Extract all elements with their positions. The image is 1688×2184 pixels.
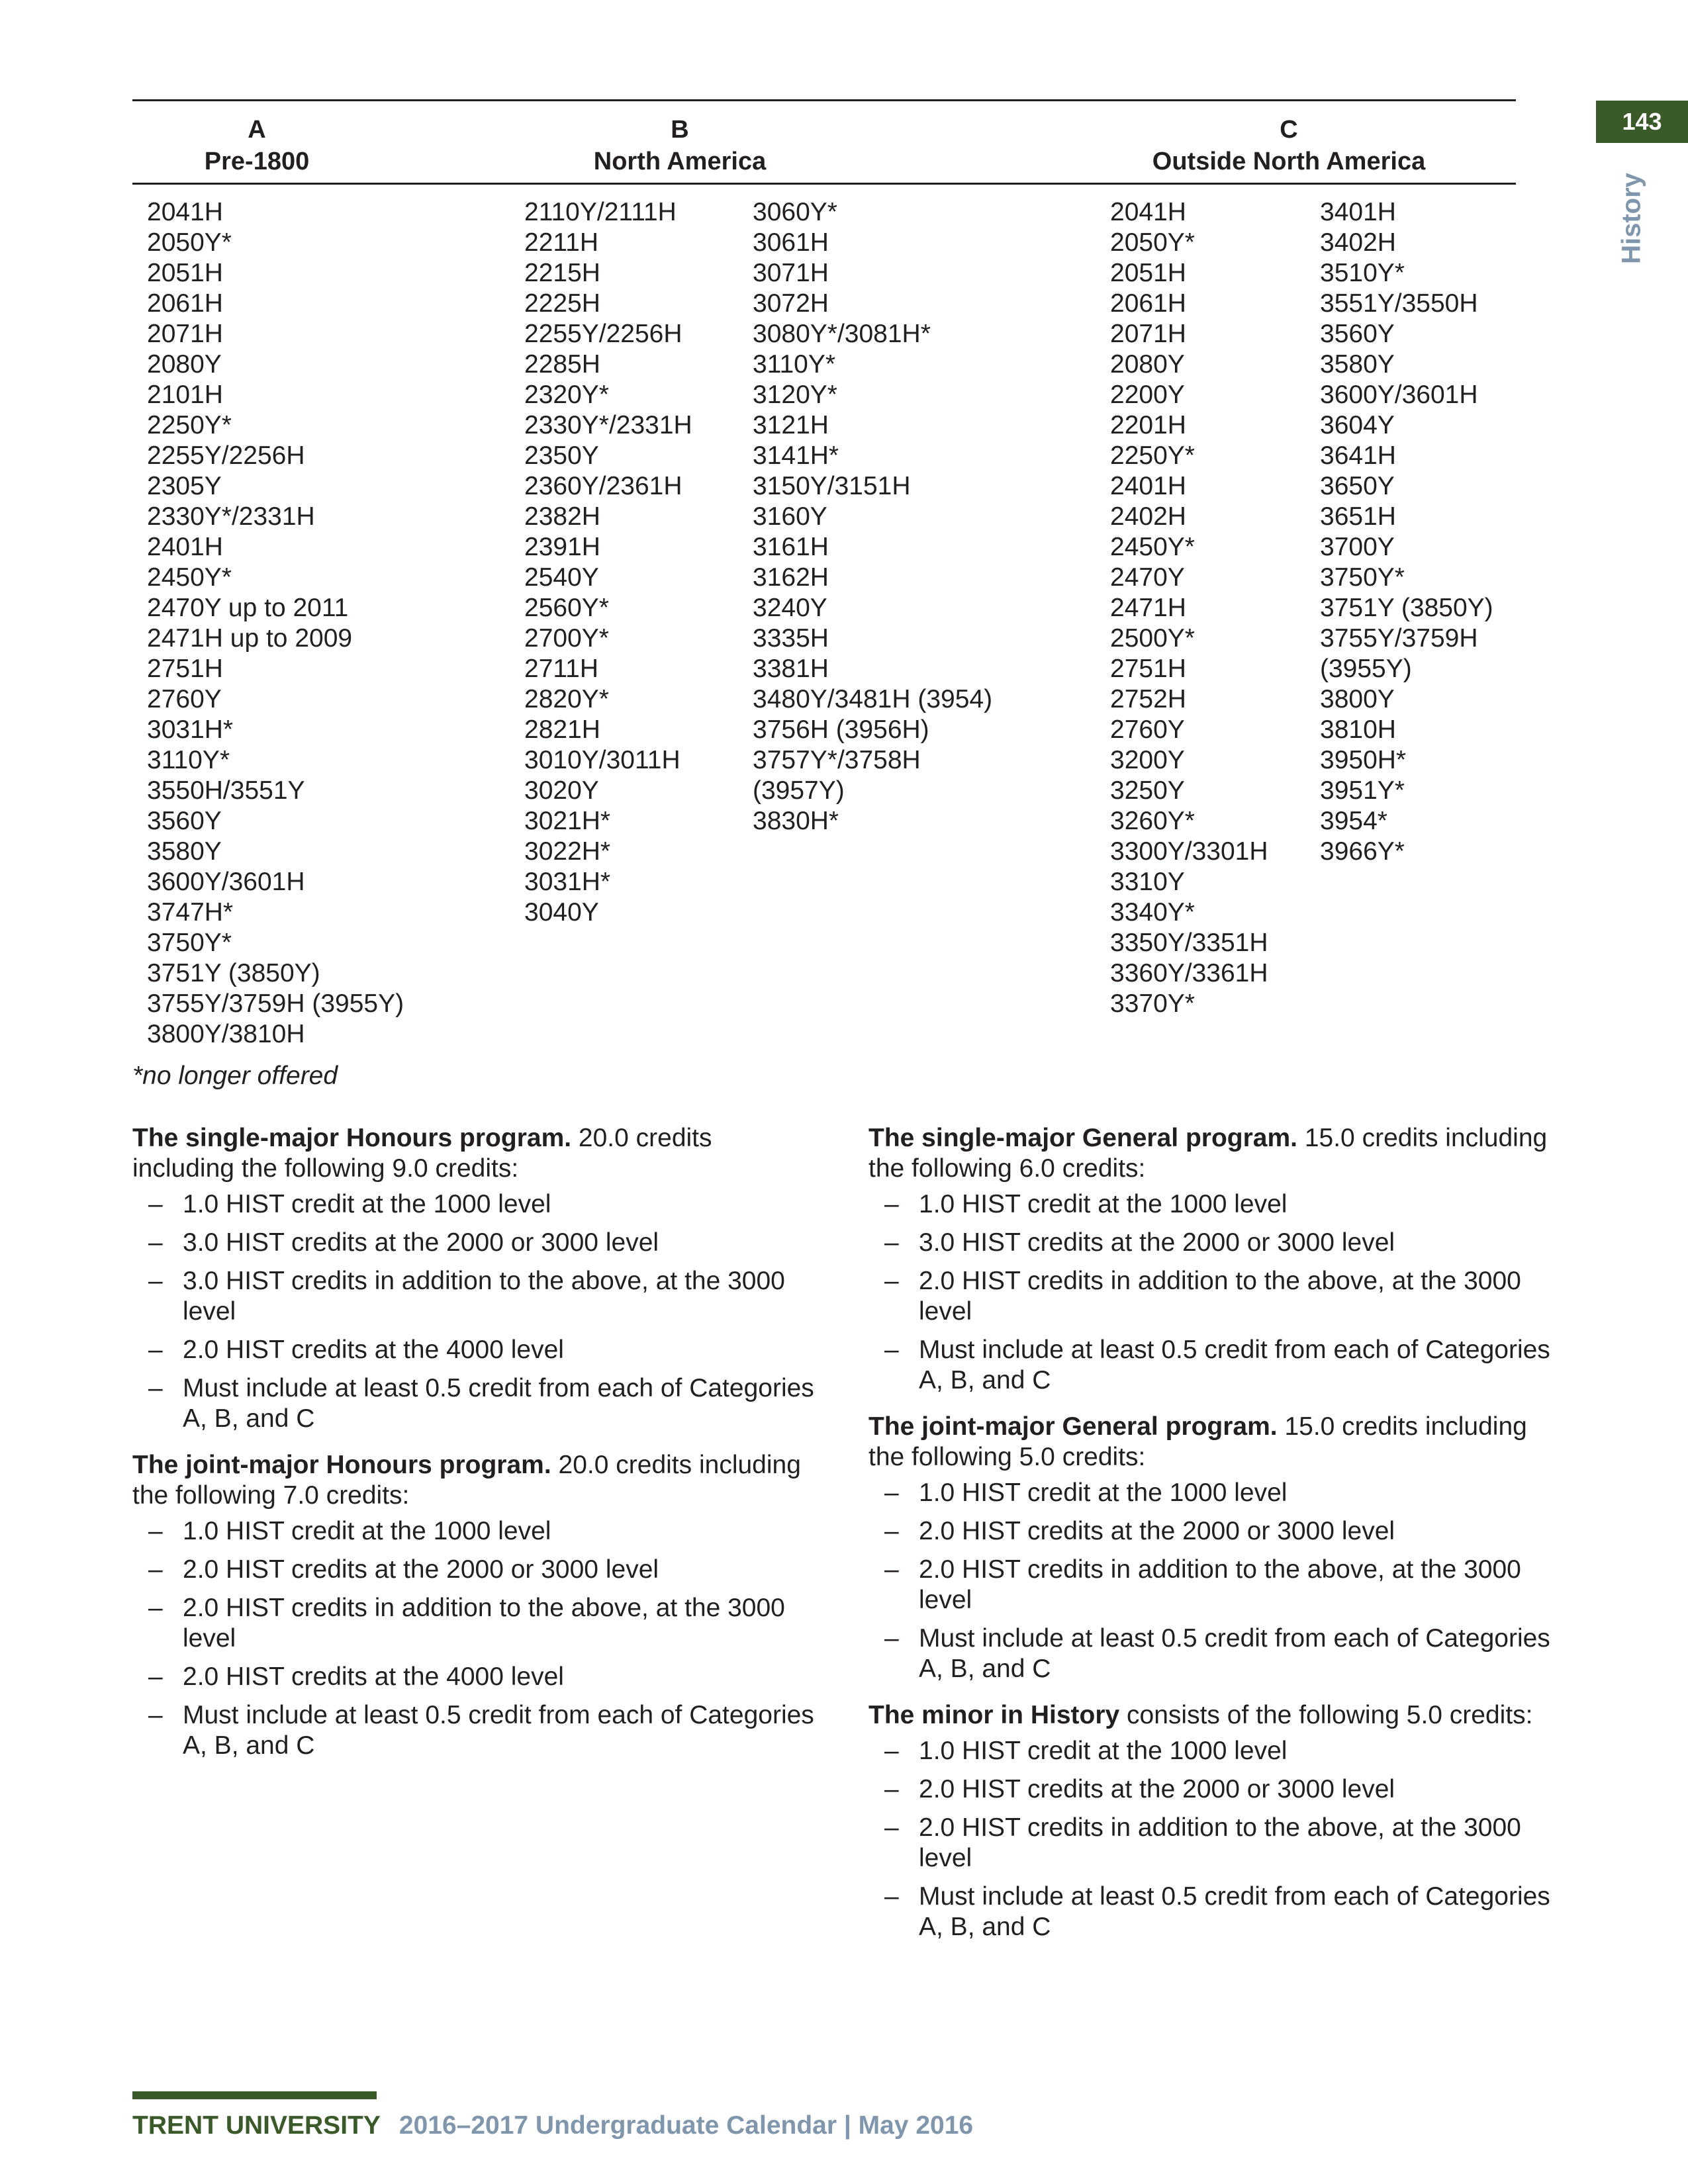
course-code: 3121H	[753, 411, 829, 439]
course-code: 2050Y*	[147, 228, 232, 257]
course-code: 2350Y	[524, 441, 599, 470]
requirement-text: 2.0 HIST credits in addition to the above, at the 3000 level	[919, 1267, 1521, 1326]
course-code: 3966Y*	[1320, 837, 1405, 866]
dash-bullet-icon: –	[148, 1374, 163, 1402]
course-code: 3600Y/3601H	[147, 868, 305, 896]
course-code: 3110Y*	[753, 350, 836, 379]
course-code: 2471H	[1110, 594, 1186, 622]
dash-bullet-icon: –	[884, 1517, 899, 1545]
requirement-item	[132, 1555, 821, 1585]
course-code: 2201H	[1110, 411, 1186, 439]
requirement-item	[132, 1228, 821, 1258]
requirement-text: 1.0 HIST credit at the 1000 level	[919, 1479, 1288, 1507]
dash-bullet-icon: –	[148, 1662, 163, 1691]
course-code: 2225H	[524, 289, 600, 318]
course-code: 2071H	[1110, 320, 1186, 348]
category-a-name: Pre-1800	[204, 148, 310, 175]
dash-bullet-icon: –	[148, 1517, 163, 1545]
course-code: 2215H	[524, 259, 600, 287]
dash-bullet-icon: –	[884, 1336, 899, 1364]
requirement-item	[132, 1662, 821, 1692]
page-number-tab: 143	[1596, 101, 1688, 143]
course-code: 3750Y*	[147, 929, 232, 957]
requirement-item	[868, 1623, 1557, 1684]
dash-bullet-icon: –	[884, 1190, 899, 1218]
course-code: 2401H	[1110, 472, 1186, 500]
footer-accent-bar	[132, 2091, 377, 2099]
requirement-text: 3.0 HIST credits at the 2000 or 3000 level	[183, 1228, 659, 1257]
table-header-rule	[132, 183, 1516, 185]
dash-bullet-icon: –	[884, 1737, 899, 1765]
program-heading	[868, 1123, 1557, 1184]
course-code: 3162H	[753, 563, 829, 592]
course-code: 3751Y (3850Y)	[1320, 594, 1493, 622]
requirement-item	[132, 1335, 821, 1365]
requirement-text: 1.0 HIST credit at the 1000 level	[183, 1517, 551, 1545]
requirement-item	[868, 1228, 1557, 1258]
section-label-text: History	[1617, 173, 1646, 264]
course-code: 2820Y*	[524, 685, 609, 713]
program-block	[132, 1123, 821, 1434]
course-code: 3200Y	[1110, 746, 1185, 774]
course-code: 3010Y/3011H	[524, 746, 680, 774]
course-code: 2041H	[1110, 198, 1186, 226]
course-code: 2211H	[524, 228, 599, 257]
program-block	[868, 1123, 1557, 1396]
course-code: 3951Y*	[1320, 776, 1405, 805]
category-b-course-list-1	[524, 197, 692, 928]
category-c-name: Outside North America	[1152, 148, 1426, 175]
requirement-item	[132, 1373, 821, 1434]
course-code: 2471H up to 2009	[147, 624, 353, 653]
requirement-item	[132, 1189, 821, 1220]
requirement-text: 2.0 HIST credits at the 2000 or 3000 level	[919, 1517, 1395, 1545]
program-heading	[868, 1700, 1557, 1731]
requirement-text: 2.0 HIST credits at the 4000 level	[183, 1336, 564, 1364]
course-code: 2255Y/2256H	[524, 320, 682, 348]
course-code: 3700Y	[1320, 533, 1395, 561]
course-code: 2450Y*	[1110, 533, 1195, 561]
course-code: 2760Y	[1110, 715, 1185, 744]
course-code: 3161H	[753, 533, 829, 561]
requirement-item	[868, 1736, 1557, 1766]
course-code: 2760Y	[147, 685, 222, 713]
requirement-item	[868, 1813, 1557, 1874]
dash-bullet-icon: –	[148, 1555, 163, 1584]
requirement-item	[868, 1266, 1557, 1327]
program-block	[868, 1412, 1557, 1684]
course-code: 2402H	[1110, 502, 1186, 531]
course-code: (3957Y)	[753, 776, 845, 805]
footer-calendar: 2016–2017 Undergraduate Calendar | May 2016	[399, 2111, 974, 2140]
dash-bullet-icon: –	[148, 1701, 163, 1729]
dash-bullet-icon: –	[884, 1228, 899, 1257]
program-block	[868, 1700, 1557, 1942]
requirement-item	[868, 1774, 1557, 1805]
course-code: 2470Y	[1110, 563, 1185, 592]
course-code: 3650Y	[1320, 472, 1395, 500]
dash-bullet-icon: –	[884, 1882, 899, 1911]
course-code: 3340Y*	[1110, 898, 1195, 927]
course-code: 3022H*	[524, 837, 611, 866]
course-code: 2051H	[147, 259, 223, 287]
course-code: 2110Y/2111H	[524, 198, 677, 226]
course-code: 3061H	[753, 228, 829, 257]
requirement-text: 2.0 HIST credits in addition to the above, at the 3000 level	[919, 1813, 1521, 1872]
course-code: 3031H*	[524, 868, 611, 896]
requirement-text: 2.0 HIST credits at the 4000 level	[183, 1662, 564, 1691]
category-b-name: North America	[593, 148, 767, 175]
requirement-item	[868, 1335, 1557, 1396]
course-code: 3755Y/3759H	[1320, 624, 1478, 653]
category-b-course-list-2	[753, 197, 992, 837]
dash-bullet-icon: –	[148, 1594, 163, 1622]
course-code: 3150Y/3151H	[753, 472, 911, 500]
requirement-text: 1.0 HIST credit at the 1000 level	[919, 1190, 1288, 1218]
category-a-course-list	[147, 197, 404, 1050]
requirement-item	[868, 1189, 1557, 1220]
program-intro: 20.0 credits including the following 7.0 credits:	[132, 1451, 801, 1510]
course-code: 2360Y/2361H	[524, 472, 682, 500]
course-code: (3955Y)	[1320, 655, 1412, 683]
requirement-text: 2.0 HIST credits in addition to the above, at the 3000 level	[919, 1555, 1521, 1614]
course-code: 3360Y/3361H	[1110, 959, 1268, 987]
course-code: 3830H*	[753, 807, 839, 835]
requirement-list	[868, 1478, 1557, 1684]
requirement-text: 1.0 HIST credit at the 1000 level	[183, 1190, 551, 1218]
course-code: 3060Y*	[753, 198, 837, 226]
course-code: 2330Y*/2331H	[524, 411, 692, 439]
program-column-right	[868, 1123, 1557, 1958]
program-title: The joint-major Honours program.	[132, 1451, 551, 1479]
course-code: 2470Y up to 2011	[147, 594, 349, 622]
requirement-item	[132, 1266, 821, 1327]
category-c-header	[1090, 114, 1487, 177]
course-code: 3560Y	[1320, 320, 1395, 348]
course-code: 3810H	[1320, 715, 1396, 744]
dash-bullet-icon: –	[148, 1267, 163, 1295]
program-intro: 15.0 credits including the following 5.0 credits:	[868, 1412, 1527, 1471]
requirement-list	[132, 1516, 821, 1761]
requirement-text: 3.0 HIST credits at the 2000 or 3000 level	[919, 1228, 1395, 1257]
dash-bullet-icon: –	[884, 1555, 899, 1584]
dash-bullet-icon: –	[148, 1336, 163, 1364]
course-code: 2450Y*	[147, 563, 232, 592]
course-code: 2285H	[524, 350, 600, 379]
course-code: 3604Y	[1320, 411, 1395, 439]
program-intro: 20.0 credits including the following 9.0 credits:	[132, 1124, 712, 1183]
course-code: 2050Y*	[1110, 228, 1195, 257]
program-heading	[868, 1412, 1557, 1473]
course-code: 2560Y*	[524, 594, 609, 622]
requirement-text: 2.0 HIST credits at the 2000 or 3000 level	[919, 1775, 1395, 1803]
course-code: 3120Y*	[753, 381, 837, 409]
requirement-item	[868, 1516, 1557, 1547]
course-code: 3250Y	[1110, 776, 1185, 805]
requirement-list	[868, 1189, 1557, 1396]
requirement-text: 2.0 HIST credits at the 2000 or 3000 level	[183, 1555, 659, 1584]
course-code: 3300Y/3301H	[1110, 837, 1268, 866]
course-code: 3757Y*/3758H	[753, 746, 921, 774]
course-code: 3751Y (3850Y)	[147, 959, 320, 987]
requirement-text: Must include at least 0.5 credit from each of Categories A, B, and C	[919, 1882, 1550, 1941]
dash-bullet-icon: –	[884, 1624, 899, 1653]
course-code: 2391H	[524, 533, 600, 561]
course-code: 3031H*	[147, 715, 234, 744]
course-code: 3072H	[753, 289, 829, 318]
course-code: 3381H	[753, 655, 829, 683]
requirement-item	[132, 1700, 821, 1761]
program-column-left	[132, 1123, 821, 1777]
requirement-text: Must include at least 0.5 credit from each of Categories A, B, and C	[183, 1374, 814, 1433]
course-code: 3310Y	[1110, 868, 1185, 896]
course-code: 3800Y	[1320, 685, 1395, 713]
section-label	[1609, 169, 1655, 268]
course-code: 3954*	[1320, 807, 1387, 835]
dash-bullet-icon: –	[884, 1775, 899, 1803]
footer	[132, 2111, 973, 2140]
course-code: 2071H	[147, 320, 223, 348]
course-code: 3021H*	[524, 807, 611, 835]
course-code: 2752H	[1110, 685, 1186, 713]
dash-bullet-icon: –	[884, 1813, 899, 1842]
course-code: 3020Y	[524, 776, 599, 805]
requirement-list	[132, 1189, 821, 1434]
course-code: 3071H	[753, 259, 829, 287]
course-code: 3580Y	[147, 837, 222, 866]
course-code: 2051H	[1110, 259, 1186, 287]
course-code: 3040Y	[524, 898, 599, 927]
course-code: 3560Y	[147, 807, 222, 835]
course-code: 2821H	[524, 715, 600, 744]
course-code: 3580Y	[1320, 350, 1395, 379]
category-b-letter: B	[671, 116, 689, 144]
requirement-text: Must include at least 0.5 credit from each of Categories A, B, and C	[919, 1336, 1550, 1394]
course-code: 3747H*	[147, 898, 234, 927]
program-title: The minor in History	[868, 1701, 1120, 1729]
course-code: 2080Y	[147, 350, 222, 379]
course-code: 3651H	[1320, 502, 1396, 531]
course-code: 3480Y/3481H (3954)	[753, 685, 993, 713]
program-intro: 15.0 credits including the following 6.0 credits:	[868, 1124, 1548, 1183]
course-code: 3141H*	[753, 441, 839, 470]
course-code: 2250Y*	[147, 411, 232, 439]
requirement-list	[868, 1736, 1557, 1942]
requirement-text: 1.0 HIST credit at the 1000 level	[919, 1737, 1288, 1765]
program-title: The single-major Honours program.	[132, 1124, 572, 1152]
course-code: 3550H/3551Y	[147, 776, 305, 805]
category-c-course-list-1	[1110, 197, 1268, 1019]
requirement-text: 2.0 HIST credits in addition to the above, at the 3000 level	[183, 1594, 785, 1653]
course-code: 2305Y	[147, 472, 222, 500]
category-b-header	[547, 114, 812, 177]
course-code: 3756H (3956H)	[753, 715, 929, 744]
course-code: 3600Y/3601H	[1320, 381, 1478, 409]
requirement-text: 3.0 HIST credits in addition to the above, at the 3000 level	[183, 1267, 785, 1326]
course-code: 3335H	[753, 624, 829, 653]
course-code: 2061H	[1110, 289, 1186, 318]
category-c-course-list-2	[1320, 197, 1493, 867]
table-top-rule	[132, 99, 1516, 101]
program-heading	[132, 1450, 821, 1511]
footnote: *no longer offered	[132, 1062, 338, 1090]
category-a-header	[124, 114, 389, 177]
course-code: 3350Y/3351H	[1110, 929, 1268, 957]
course-code: 3950H*	[1320, 746, 1407, 774]
course-code: 3110Y*	[147, 746, 230, 774]
course-code: 3755Y/3759H (3955Y)	[147, 989, 404, 1018]
requirement-item	[868, 1555, 1557, 1615]
program-title: The joint-major General program.	[868, 1412, 1278, 1441]
course-code: 2255Y/2256H	[147, 441, 305, 470]
course-code: 2080Y	[1110, 350, 1185, 379]
course-code: 3080Y*/3081H*	[753, 320, 931, 348]
course-code: 3240Y	[753, 594, 827, 622]
requirement-text: Must include at least 0.5 credit from each of Categories A, B, and C	[919, 1624, 1550, 1683]
program-title: The single-major General program.	[868, 1124, 1297, 1152]
course-code: 2711H	[524, 655, 599, 683]
course-code: 2540Y	[524, 563, 599, 592]
course-code: 2250Y*	[1110, 441, 1195, 470]
requirement-item	[132, 1593, 821, 1654]
course-code: 2061H	[147, 289, 223, 318]
course-code: 2320Y*	[524, 381, 609, 409]
course-code: 2751H	[1110, 655, 1186, 683]
course-code: 3402H	[1320, 228, 1396, 257]
course-code: 2200Y	[1110, 381, 1185, 409]
course-code: 3750Y*	[1320, 563, 1405, 592]
course-code: 2330Y*/2331H	[147, 502, 315, 531]
requirement-item	[868, 1882, 1557, 1942]
requirement-item	[868, 1478, 1557, 1508]
course-code: 2382H	[524, 502, 600, 531]
course-code: 3800Y/3810H	[147, 1020, 305, 1048]
course-code: 2101H	[147, 381, 223, 409]
course-code: 3160Y	[753, 502, 827, 531]
dash-bullet-icon: –	[884, 1267, 899, 1295]
course-code: 3551Y/3550H	[1320, 289, 1478, 318]
course-code: 2500Y*	[1110, 624, 1195, 653]
course-code: 2401H	[147, 533, 223, 561]
dash-bullet-icon: –	[148, 1228, 163, 1257]
category-c-letter: C	[1280, 116, 1298, 144]
course-code: 2700Y*	[524, 624, 609, 653]
dash-bullet-icon: –	[884, 1479, 899, 1507]
program-heading	[132, 1123, 821, 1184]
category-a-letter: A	[248, 116, 266, 144]
course-code: 3370Y*	[1110, 989, 1195, 1018]
course-code: 2041H	[147, 198, 223, 226]
program-block	[132, 1450, 821, 1761]
course-code: 2751H	[147, 655, 223, 683]
course-code: 3510Y*	[1320, 259, 1405, 287]
requirement-item	[132, 1516, 821, 1547]
course-code: 3260Y*	[1110, 807, 1195, 835]
footer-university: TRENT UNIVERSITY	[132, 2111, 381, 2140]
dash-bullet-icon: –	[148, 1190, 163, 1218]
course-code: 3641H	[1320, 441, 1396, 470]
requirement-text: Must include at least 0.5 credit from each of Categories A, B, and C	[183, 1701, 814, 1760]
course-code: 3401H	[1320, 198, 1396, 226]
program-intro: consists of the following 5.0 credits:	[1119, 1701, 1533, 1729]
